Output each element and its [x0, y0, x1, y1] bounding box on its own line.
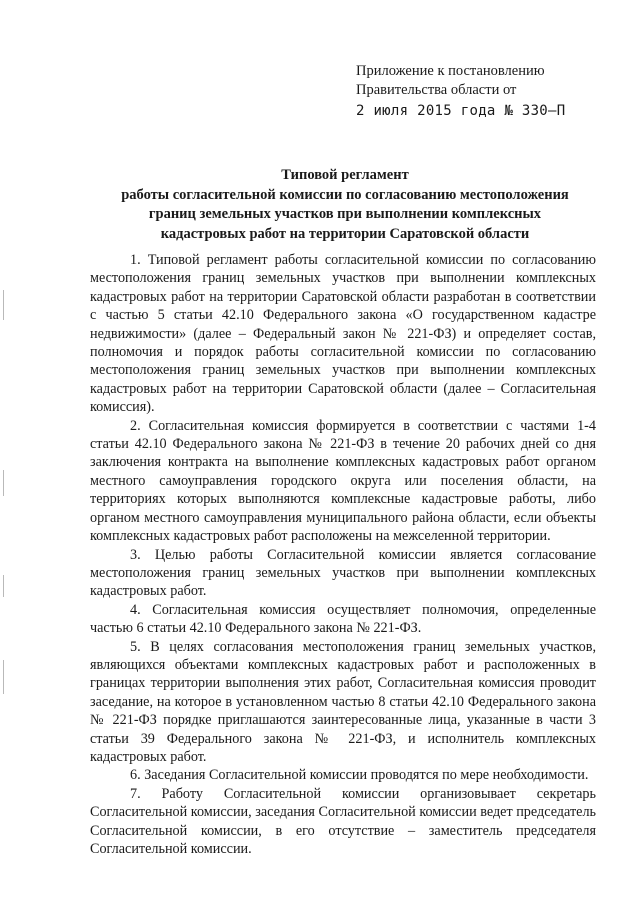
paragraph-3: 3. Целью работы Согласительной комиссии является согласование местоположения границ земельных участков при выполнении комплексных кадастровых работ. [90, 546, 596, 600]
title-line-1: Типовой регламент [281, 167, 409, 183]
paragraph-5: 5. В целях согласования местоположения границ земельных участков, являющихся объектами комплексных кадастровых работ и расположенных в границах территории выполнения этих работ, Согласительная комиссия проводит заседание, на которое в установленном частью 8 статьи 42.10 Федерального закона № 221-ФЗ порядке приглашаются заинтересованные лица, указанные в части 3 статьи 39 Федерального закона № 221-ФЗ, и исполнитель комплексных кадастровых работ. [90, 638, 596, 765]
scan-edge-mark [3, 470, 4, 496]
title-line-4: кадастровых работ на территории Саратовской области [160, 225, 530, 242]
title-line-3: границ земельных участков при выполнении комплексных [148, 206, 542, 222]
appendix-header [356, 62, 566, 121]
scan-edge-mark [3, 290, 4, 320]
title-line-2: работы согласительной комиссии по согласованию местоположения [121, 186, 569, 203]
paragraph-7: 7. Работу Согласительной комиссии организовывает секретарь Согласительной комиссии, заседания Согласительной комиссии ведет председатель Согласительной комиссии, в его отсутствие – заместитель председателя Согласительной комиссии. [90, 785, 596, 857]
paragraph-4: 4. Согласительная комиссия осуществляет полномочия, определенные частью 6 статьи 42.10 Федерального закона № 221-ФЗ. [90, 601, 596, 637]
document-body [90, 251, 596, 858]
document-title [90, 166, 600, 244]
appendix-line-1: Приложение к постановлению [356, 63, 545, 79]
scan-edge-mark [3, 660, 4, 694]
paragraph-6: 6. Заседания Согласительной комиссии проводятся по мере необходимости. [130, 767, 589, 784]
appendix-date-number: 2 июля 2015 года № 330–П [356, 103, 566, 119]
paragraph-2: 2. Согласительная комиссия формируется в соответствии с частями 1-4 статьи 42.10 Федерального закона № 221-ФЗ в течение 20 рабочих дней со дня заключения контракта на выполнение комплексных кадастровых работ органом местного самоуправления городского округа или поселения области, на территориях которых выполняются комплексные кадастровые работы, либо органом местного самоуправления муниципального района области, если объекты комплексных кадастровых работ расположены на межселенной территории. [90, 417, 596, 545]
paragraph-1: 1. Типовой регламент работы согласительной комиссии по согласованию местоположения границ земельных участков при выполнении комплексных кадастровых работ на территории Саратовской области разработан в соответствии с частью 5 статьи 42.10 Федерального закона «О государственном кадастре недвижимости» (далее – Федеральный закон № 221-ФЗ) и определяет состав, полномочия и порядок работы согласительной комиссии по согласованию местоположения границ земельных участков при выполнении комплексных кадастровых работ на территории Саратовской области (далее – Согласительная комиссия). [90, 252, 596, 416]
scan-edge-mark [3, 575, 4, 597]
appendix-line-2: Правительства области от [356, 82, 517, 98]
